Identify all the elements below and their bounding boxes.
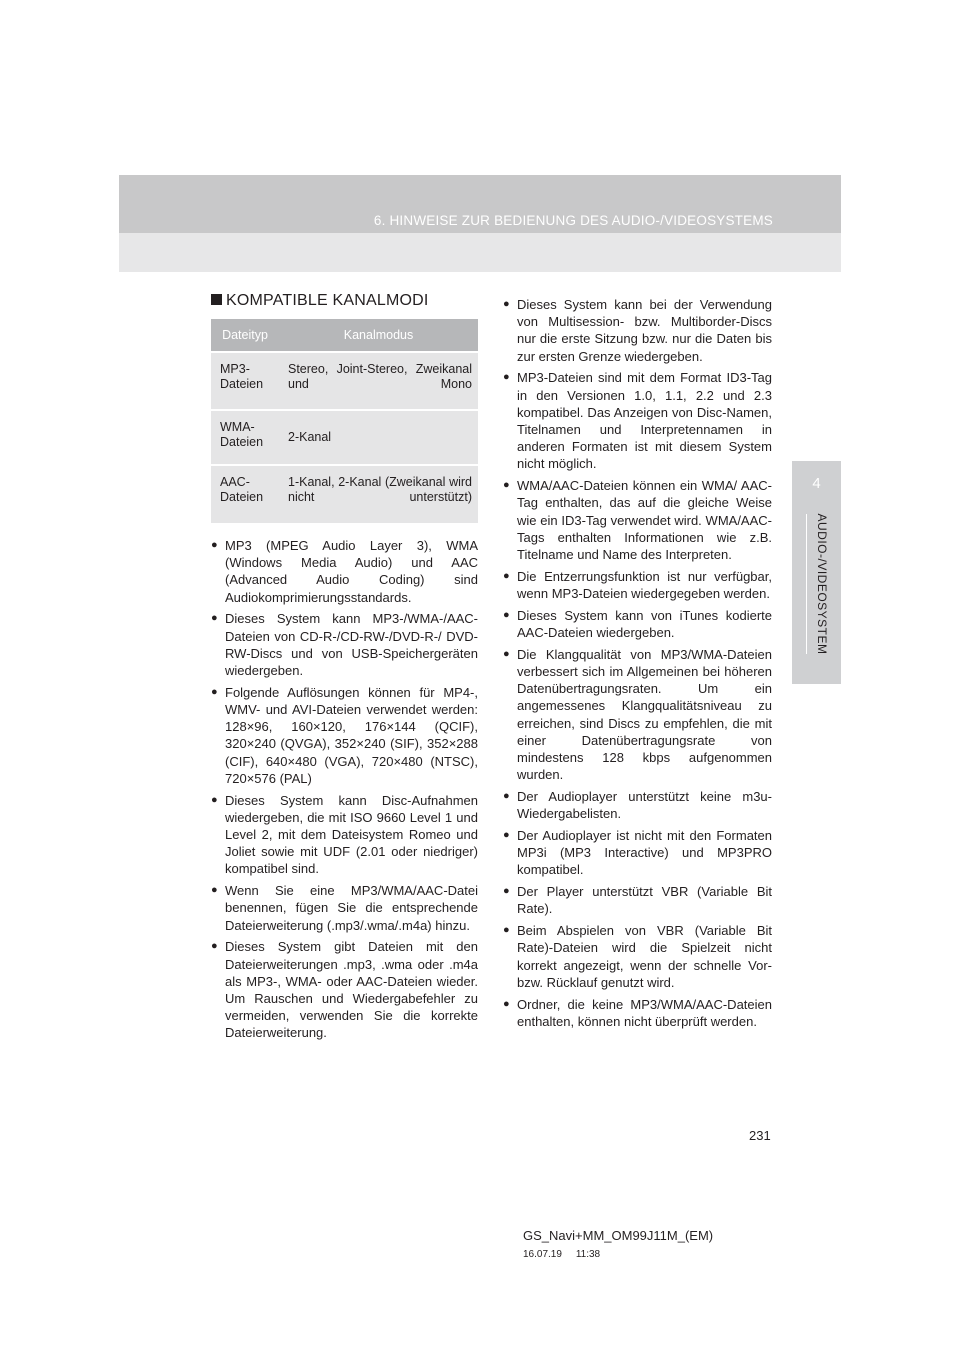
filetype-line: AAC- Dateien [220,475,264,504]
table-header-filetype: Dateityp [211,319,279,352]
list-item: ● Folgende Auflösungen können für MP4-, WMV- und AVI-Dateien verwendet werden: 128×96, 160×120, 176×144 (QCIF), 320×240 (QVGA), 352×240 (SIF), 352×288 (CIF), 640×480 (VGA), 720×480 (NTSC), 720×576 (PAL) [211,684,478,787]
table-cell-channelmode [279,465,478,523]
chapter-title: 6. HINWEISE ZUR BEDIENUNG DES AUDIO-/VIDEOSYSTEMS [373,213,773,228]
filetype-line: MP3- Dateien [220,362,264,391]
table-row [211,410,478,465]
chapter-header-strip [119,175,841,233]
list-item: ● Die Klangqualität von MP3/WMA-Dateien verbessert sich im Allgemeinen bei höheren Datenübertragungsraten. Um ein angemessenes Klangqualitätsniveau zu erreichen, sind Discs zu empfehlen, die mit einer Datenübertragungsrate von mindestens 128 kbps aufgenommen wurden. [503,646,772,784]
list-item: ● MP3 (MPEG Audio Layer 3), WMA (Windows Media Audio) und AAC (Advanced Audio Coding) sind Audiokomprimierungsstandards. [211,537,478,606]
list-item: ● Ordner, die keine MP3/WMA/AAC-Dateien enthalten, können nicht überprüft werden. [503,996,772,1030]
page-number: 231 [749,1128,771,1143]
list-item: ● Dieses System kann bei der Verwendung von Multisession- bzw. Multiborder-Discs nur die erste Sitzung bzw. nur die Daten bis zur ersten Grenze wiedergeben. [503,296,772,365]
table-cell-channelmode [279,352,478,410]
table-cell-filetype [211,352,279,410]
chapter-header [119,175,841,272]
table-cell-filetype [211,410,279,465]
list-item: ● Beim Abspielen von VBR (Variable Bit Rate)-Dateien wird die Spielzeit nicht korrekt angezeigt, wenn der schnelle Vor- bzw. Rücklauf genutzt wird. [503,922,772,991]
list-item: ● Der Player unterstützt VBR (Variable Bit Rate). [503,883,772,917]
list-item: ● MP3-Dateien sind mit dem Format ID3-Tag in den Versionen 1.0, 1.1, 2.2 und 2.3 kompatibel. Das Anzeigen von Disc-Namen, Titelnamen und Interpretennamen in anderen Formaten ist mit diesem System nicht möglich. [503,369,772,472]
list-item: ● WMA/AAC-Dateien können ein WMA/ AAC-Tag enthalten, das auf die gleiche Weise wie ein ID3-Tag verwendet wird. WMA/AAC-Tags enthalten Informationen wie z.B. Titelname und Name des Interpreten. [503,477,772,563]
right-bullet-list [503,296,772,1030]
table-cell-channelmode [279,410,478,465]
section-heading [211,292,478,310]
list-item: ● Dieses System kann von iTunes kodierte AAC-Dateien wiedergeben. [503,607,772,641]
table-row [211,465,478,523]
channelmode-text: 1-Kanal, 2-Kanal (Zweikanal wird nicht unterstützt) [288,475,472,504]
left-column [211,292,478,1046]
table-header-channelmode: Kanalmodus [279,319,478,352]
list-item: ● Der Audioplayer ist nicht mit den Formaten MP3i (MP3 Interactive) und MP3PRO kompatibel. [503,827,772,879]
list-item: ● Dieses System kann Disc-Aufnahmen wiedergeben, die mit ISO 9660 Level 1 und Level 2, mit dem Dateisystem Romeo und Joliet sowie mit UDF (2.01 oder niedriger) kompatibel sind. [211,792,478,878]
chapter-tab-divider [806,514,807,654]
document-code: GS_Navi+MM_OM99J11M_(EM) [523,1228,714,1243]
section-title: KOMPATIBLE KANALMODI [226,292,429,309]
list-item: ● Die Entzerrungsfunktion ist nur verfügbar, wenn MP3-Dateien wiedergegeben werden. [503,568,772,602]
chapter-tab-label: AUDIO-/VIDEOSYSTEM [815,513,829,655]
filetype-line: WMA- Dateien [220,420,264,449]
channel-mode-table [211,319,478,523]
table-header-row [211,319,478,352]
table-cell-filetype [211,465,279,523]
square-bullet-icon [211,294,222,305]
list-item: ● Der Audioplayer unterstützt keine m3u-Wiedergabelisten. [503,788,772,822]
chapter-number: 4 [812,475,821,492]
list-item: ● Dieses System gibt Dateien mit den Dateierweiterungen .mp3, .wma oder .m4a als MP3-, WMA- oder AAC-Dateien wieder. Um Rauschen und Wiedergabefehler zu vermeiden, verwenden Sie die korrekte Dateierweiterung. [211,938,478,1041]
channelmode-text: 2-Kanal [288,430,332,444]
list-item: ● Wenn Sie eine MP3/WMA/AAC-Datei benennen, fügen Sie die entsprechende Dateierweiterung (.mp3/.wma/.m4a) hinzu. [211,882,478,934]
channelmode-text: Stereo, Joint-Stereo, Zweikanal und Mono [288,362,472,391]
right-column [503,296,772,1035]
list-item: ● Dieses System kann MP3-/WMA-/AAC-Dateien von CD-R-/CD-RW-/DVD-R-/ DVD-RW-Discs und von USB-Speichergeräten wiedergeben. [211,610,478,679]
left-bullet-list [211,537,478,1042]
print-timestamp: 16.07.19 11:38 [523,1249,601,1260]
table-row [211,352,478,410]
